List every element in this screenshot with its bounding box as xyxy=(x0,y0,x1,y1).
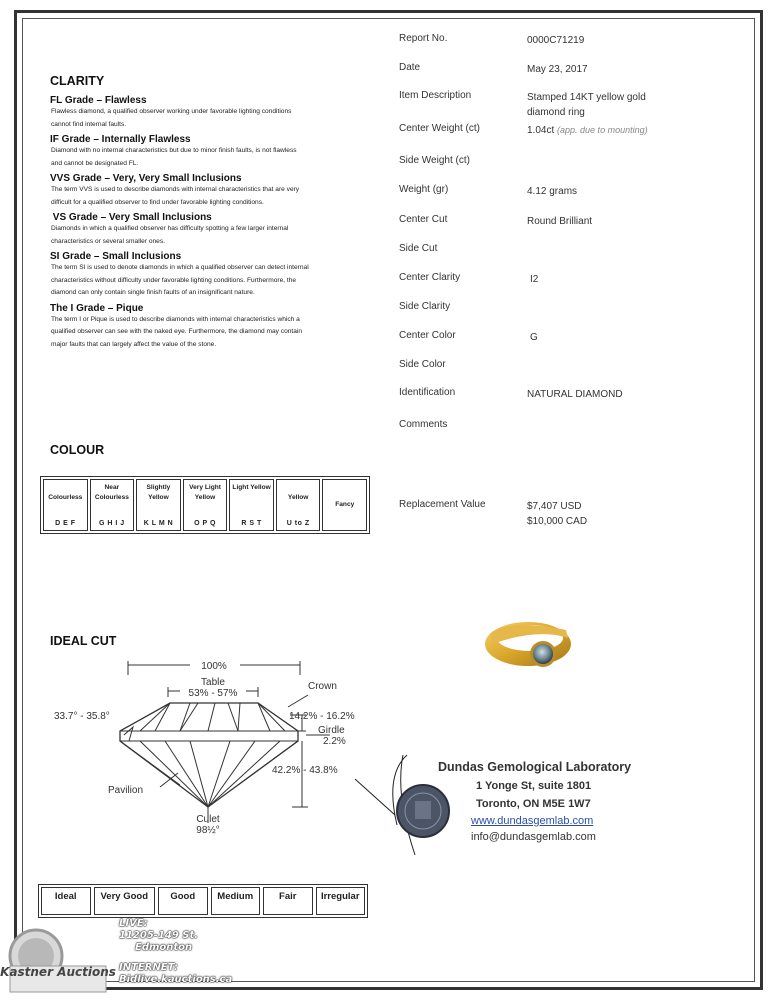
cut-grade-cell: Good xyxy=(158,887,208,915)
girdle-label: Girdle xyxy=(318,725,345,736)
colour-cell-range: U to Z xyxy=(286,520,310,527)
center-cut-label: Center Cut xyxy=(399,214,448,225)
pavilion-label: Pavilion xyxy=(108,785,144,796)
grade-title: The I Grade – Pique xyxy=(50,302,144,314)
colour-cell-name: Light Yellow xyxy=(232,484,271,491)
colour-cell-name: Fancy xyxy=(335,501,355,508)
center-clarity-label: Center Clarity xyxy=(399,272,461,283)
item-value xyxy=(527,90,646,120)
center-weight-note: (app. due to mounting) xyxy=(557,125,648,135)
grade-title: VS Grade – Very Small Inclusions xyxy=(50,212,212,223)
center-weight-label: Center Weight (ct) xyxy=(399,123,480,134)
grade-desc-line: The term SI is used to denote diamonds in which a qualified observer can detect internal xyxy=(51,264,309,271)
clarity-grade xyxy=(50,303,370,352)
grade-desc-line: The term VVS is used to describe diamonds with internal characteristics that are very xyxy=(51,186,300,193)
grade-desc-line: characteristics without difficulty under favorable lighting conditions. Furthermore, the xyxy=(51,276,297,284)
center-cut-value: Round Brilliant xyxy=(527,216,593,227)
replacement-value xyxy=(527,499,587,529)
grade-title: VVS Grade – Very, Very Small Inclusions xyxy=(50,173,242,184)
comments-label: Comments xyxy=(399,419,448,430)
side-clarity-label: Side Clarity xyxy=(399,301,451,312)
clarity-grade xyxy=(50,95,370,131)
identification-value: NATURAL DIAMOND xyxy=(527,389,623,400)
colour-cell-name: Very Light Yellow xyxy=(189,484,221,501)
clarity-grade xyxy=(50,134,370,170)
girdle-value: 2.2% xyxy=(323,736,346,747)
colour-cell xyxy=(90,479,135,531)
table-label: Table xyxy=(201,677,225,688)
date-value: May 23, 2017 xyxy=(527,64,588,75)
grade-title: IF Grade – Internally Flawless xyxy=(50,134,191,145)
grade-desc-line: major faults that can largely affect the value of the stone. xyxy=(51,340,217,348)
grade-desc-line: Diamond with no internal characteristics but due to minor finish faults, is not flawless xyxy=(51,147,297,154)
ideal-cut-diagram xyxy=(40,655,380,840)
grade-desc-line: The term I or Pique is used to describe diamonds with internal characteristics which a xyxy=(51,315,300,323)
grade-desc-line: difficult for a qualified observer to find under favorable lighting conditions. xyxy=(51,198,264,206)
date-label: Date xyxy=(399,62,421,73)
cut-grade-cell: Ideal xyxy=(41,887,91,915)
ring-photo xyxy=(478,604,578,674)
grade-desc-line: characteristics or several smaller ones. xyxy=(51,237,165,245)
colour-cell xyxy=(276,479,321,531)
side-cut-label: Side Cut xyxy=(399,243,438,254)
replacement-label: Replacement Value xyxy=(399,499,486,510)
cut-grade-cell: Irregular xyxy=(316,887,366,915)
item-label: Item Description xyxy=(399,90,472,101)
center-color-value: G xyxy=(530,332,538,343)
crown-label: Crown xyxy=(308,681,337,692)
logo-text: Kastner Auctions xyxy=(0,965,116,979)
colour-cell-name: Colourless xyxy=(48,494,83,501)
colour-cell-range: O P Q xyxy=(194,520,216,527)
identification-label: Identification xyxy=(399,387,456,398)
width-label: 100% xyxy=(201,661,227,672)
colour-cell xyxy=(229,479,274,531)
side-weight-label: Side Weight (ct) xyxy=(399,155,470,166)
colour-cell xyxy=(322,479,367,531)
clarity-grade xyxy=(50,173,370,209)
cut-grade-cell: Fair xyxy=(263,887,313,915)
colour-scale-table xyxy=(40,476,370,534)
colour-cell-range: K L M N xyxy=(143,520,174,527)
auction-site: Bidlive.kauctions.ca xyxy=(119,974,233,985)
auction-watermark-text xyxy=(119,918,232,986)
table-range: 53% - 57% xyxy=(188,688,238,699)
clarity-grade xyxy=(50,251,370,300)
grade-desc-line: qualified observer can see with the naked eye. Furthermore, the diamond may contain xyxy=(51,328,303,335)
auction-address: 11205-149 St. xyxy=(119,930,199,941)
crown-height: 14.2% - 16.2% xyxy=(289,711,355,722)
grade-desc-line: Flawless diamond, a qualified observer working under favorable lighting conditions xyxy=(51,108,292,115)
internet-label: INTERNET: xyxy=(119,962,178,973)
colour-cell-name: Slightly Yellow xyxy=(146,484,171,501)
weight-label: Weight (gr) xyxy=(399,184,449,195)
weight-value: 4.12 grams xyxy=(527,186,578,197)
lab-name: Dundas Gemological Laboratory xyxy=(438,760,632,774)
colour-cell-range: R S T xyxy=(241,520,262,527)
item-value-line2: diamond ring xyxy=(527,107,585,118)
replacement-usd: $7,407 USD xyxy=(527,501,582,512)
colour-cell xyxy=(183,479,228,531)
colour-title: COLOUR xyxy=(50,443,105,457)
colour-cell-range: G H I J xyxy=(99,520,125,527)
pavilion-depth: 42.2% - 43.8% xyxy=(272,765,338,776)
center-clarity-value: I2 xyxy=(530,274,539,285)
culet-label: Culet xyxy=(196,814,220,825)
grade-title: FL Grade – Flawless xyxy=(50,95,147,106)
center-color-label: Center Color xyxy=(399,330,456,341)
center-weight-value xyxy=(527,123,648,138)
lab-address-1: 1 Yonge St, suite 1801 xyxy=(476,780,592,792)
cut-grade-cell: Very Good xyxy=(94,887,156,915)
grade-title: SI Grade – Small Inclusions xyxy=(50,251,182,262)
grade-desc-line: Diamonds in which a qualified observer has difficulty spotting a few larger internal xyxy=(51,225,289,232)
clarity-grade xyxy=(50,212,370,248)
colour-cell-name: Near Colourless xyxy=(94,484,129,501)
item-value-line1: Stamped 14KT yellow gold xyxy=(527,92,646,103)
auction-city: Edmonton xyxy=(135,942,193,953)
colour-cell-name: Yellow xyxy=(287,494,309,501)
colour-cell-range: D E F xyxy=(55,520,76,527)
culet-value: 98½° xyxy=(196,825,220,836)
lab-website-link[interactable]: www.dundasgemlab.com xyxy=(471,815,594,827)
colour-cell xyxy=(136,479,181,531)
replacement-cad: $10,000 CAD xyxy=(527,516,588,527)
grade-desc-line: cannot find internal faults. xyxy=(51,120,127,128)
report-no-label: Report No. xyxy=(399,33,448,44)
kastner-auctions-logo xyxy=(0,926,116,996)
live-label: LIVE: xyxy=(119,918,148,929)
lab-address-2: Toronto, ON M5E 1W7 xyxy=(476,798,591,810)
cut-grade-table xyxy=(38,884,368,918)
lab-info xyxy=(438,760,678,845)
grade-desc-line: diamond can only contain single finish faults of an insignificant nature. xyxy=(51,289,255,296)
lab-email: info@dundasgemlab.com xyxy=(471,831,596,843)
ideal-cut-title: IDEAL CUT xyxy=(50,634,117,648)
clarity-section xyxy=(50,74,370,351)
report-no-value: 0000C71219 xyxy=(527,35,585,46)
cut-grade-cell: Medium xyxy=(211,887,261,915)
clarity-title: CLARITY xyxy=(50,74,105,88)
center-weight-amount: 1.04ct xyxy=(527,125,555,136)
grade-desc-line: and cannot be designated FL. xyxy=(51,159,139,167)
crown-angle: 33.7° - 35.8° xyxy=(54,711,110,722)
side-color-label: Side Color xyxy=(399,359,446,370)
colour-cell xyxy=(43,479,88,531)
